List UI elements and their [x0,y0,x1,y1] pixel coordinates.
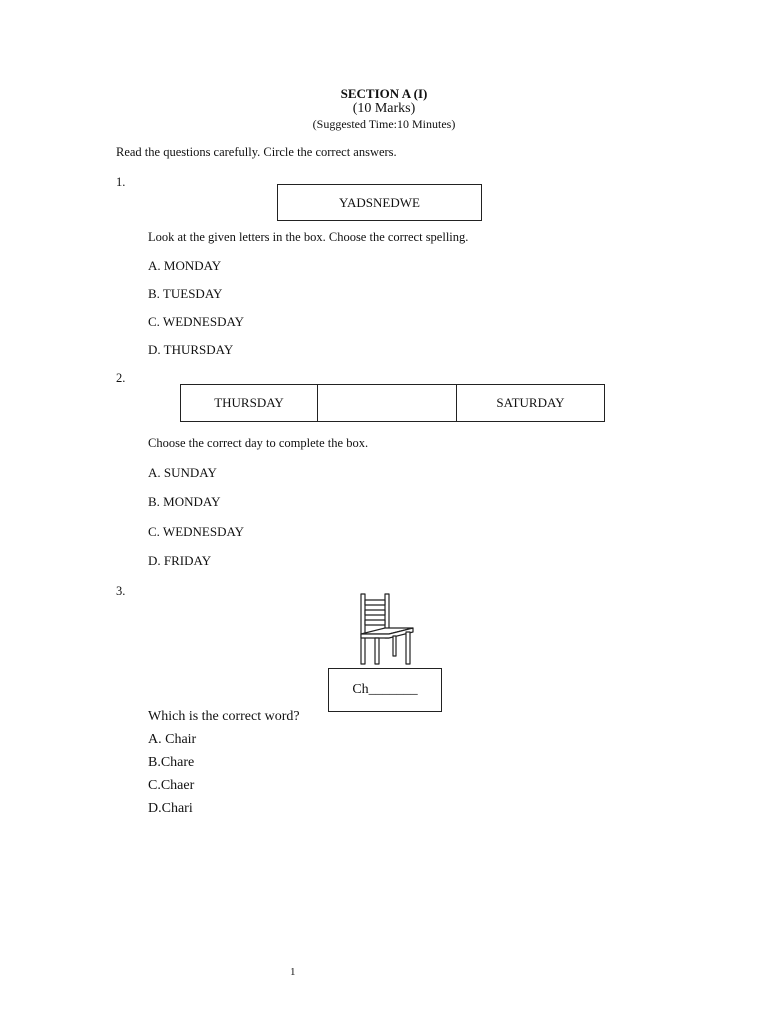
days-cell-1: THURSDAY [181,385,318,421]
question-2-option-b[interactable]: B. MONDAY [148,494,221,509]
question-2-option-d[interactable]: D. FRIDAY [148,553,212,568]
question-3-option-a[interactable]: A. Chair [148,732,197,747]
question-1-option-a[interactable]: A. MONDAY [148,258,222,273]
section-title: SECTION A (I) [340,86,428,101]
days-sequence-table [180,384,605,422]
question-1-prompt: Look at the given letters in the box. Choose the correct spelling. [148,230,469,244]
question-1-option-c[interactable]: C. WEDNESDAY [148,314,245,329]
question-2-prompt: Choose the correct day to complete the box. [148,436,369,450]
word-completion-text: Ch_______ [352,682,418,697]
scrambled-letters-box [277,184,482,221]
question-2-number: 2. [116,371,126,385]
question-3-option-d[interactable]: D.Chari [148,801,193,816]
chair-icon [355,592,417,668]
days-cell-3: SATURDAY [496,395,565,410]
word-completion-box [328,668,442,712]
question-3-prompt: Which is the correct word? [148,709,300,724]
question-2-option-a[interactable]: A. SUNDAY [148,465,217,480]
instructions: Read the questions carefully. Circle the correct answers. [116,145,397,159]
question-1-option-b[interactable]: B. TUESDAY [148,286,223,301]
scrambled-letters-text: YADSNEDWE [339,194,420,210]
marks-label: (10 Marks) [352,101,416,116]
page-number: 1 [290,966,296,978]
days-cell-blank [318,385,457,421]
question-3-number: 3. [116,584,126,598]
suggested-time-label: (Suggested Time:10 Minutes) [312,117,456,131]
question-1-option-d[interactable]: D. THURSDAY [148,342,234,357]
question-2-option-c[interactable]: C. WEDNESDAY [148,524,245,539]
question-3-option-b[interactable]: B.Chare [148,755,195,770]
question-3-option-c[interactable]: C.Chaer [148,778,195,793]
question-1-number: 1. [116,175,126,189]
